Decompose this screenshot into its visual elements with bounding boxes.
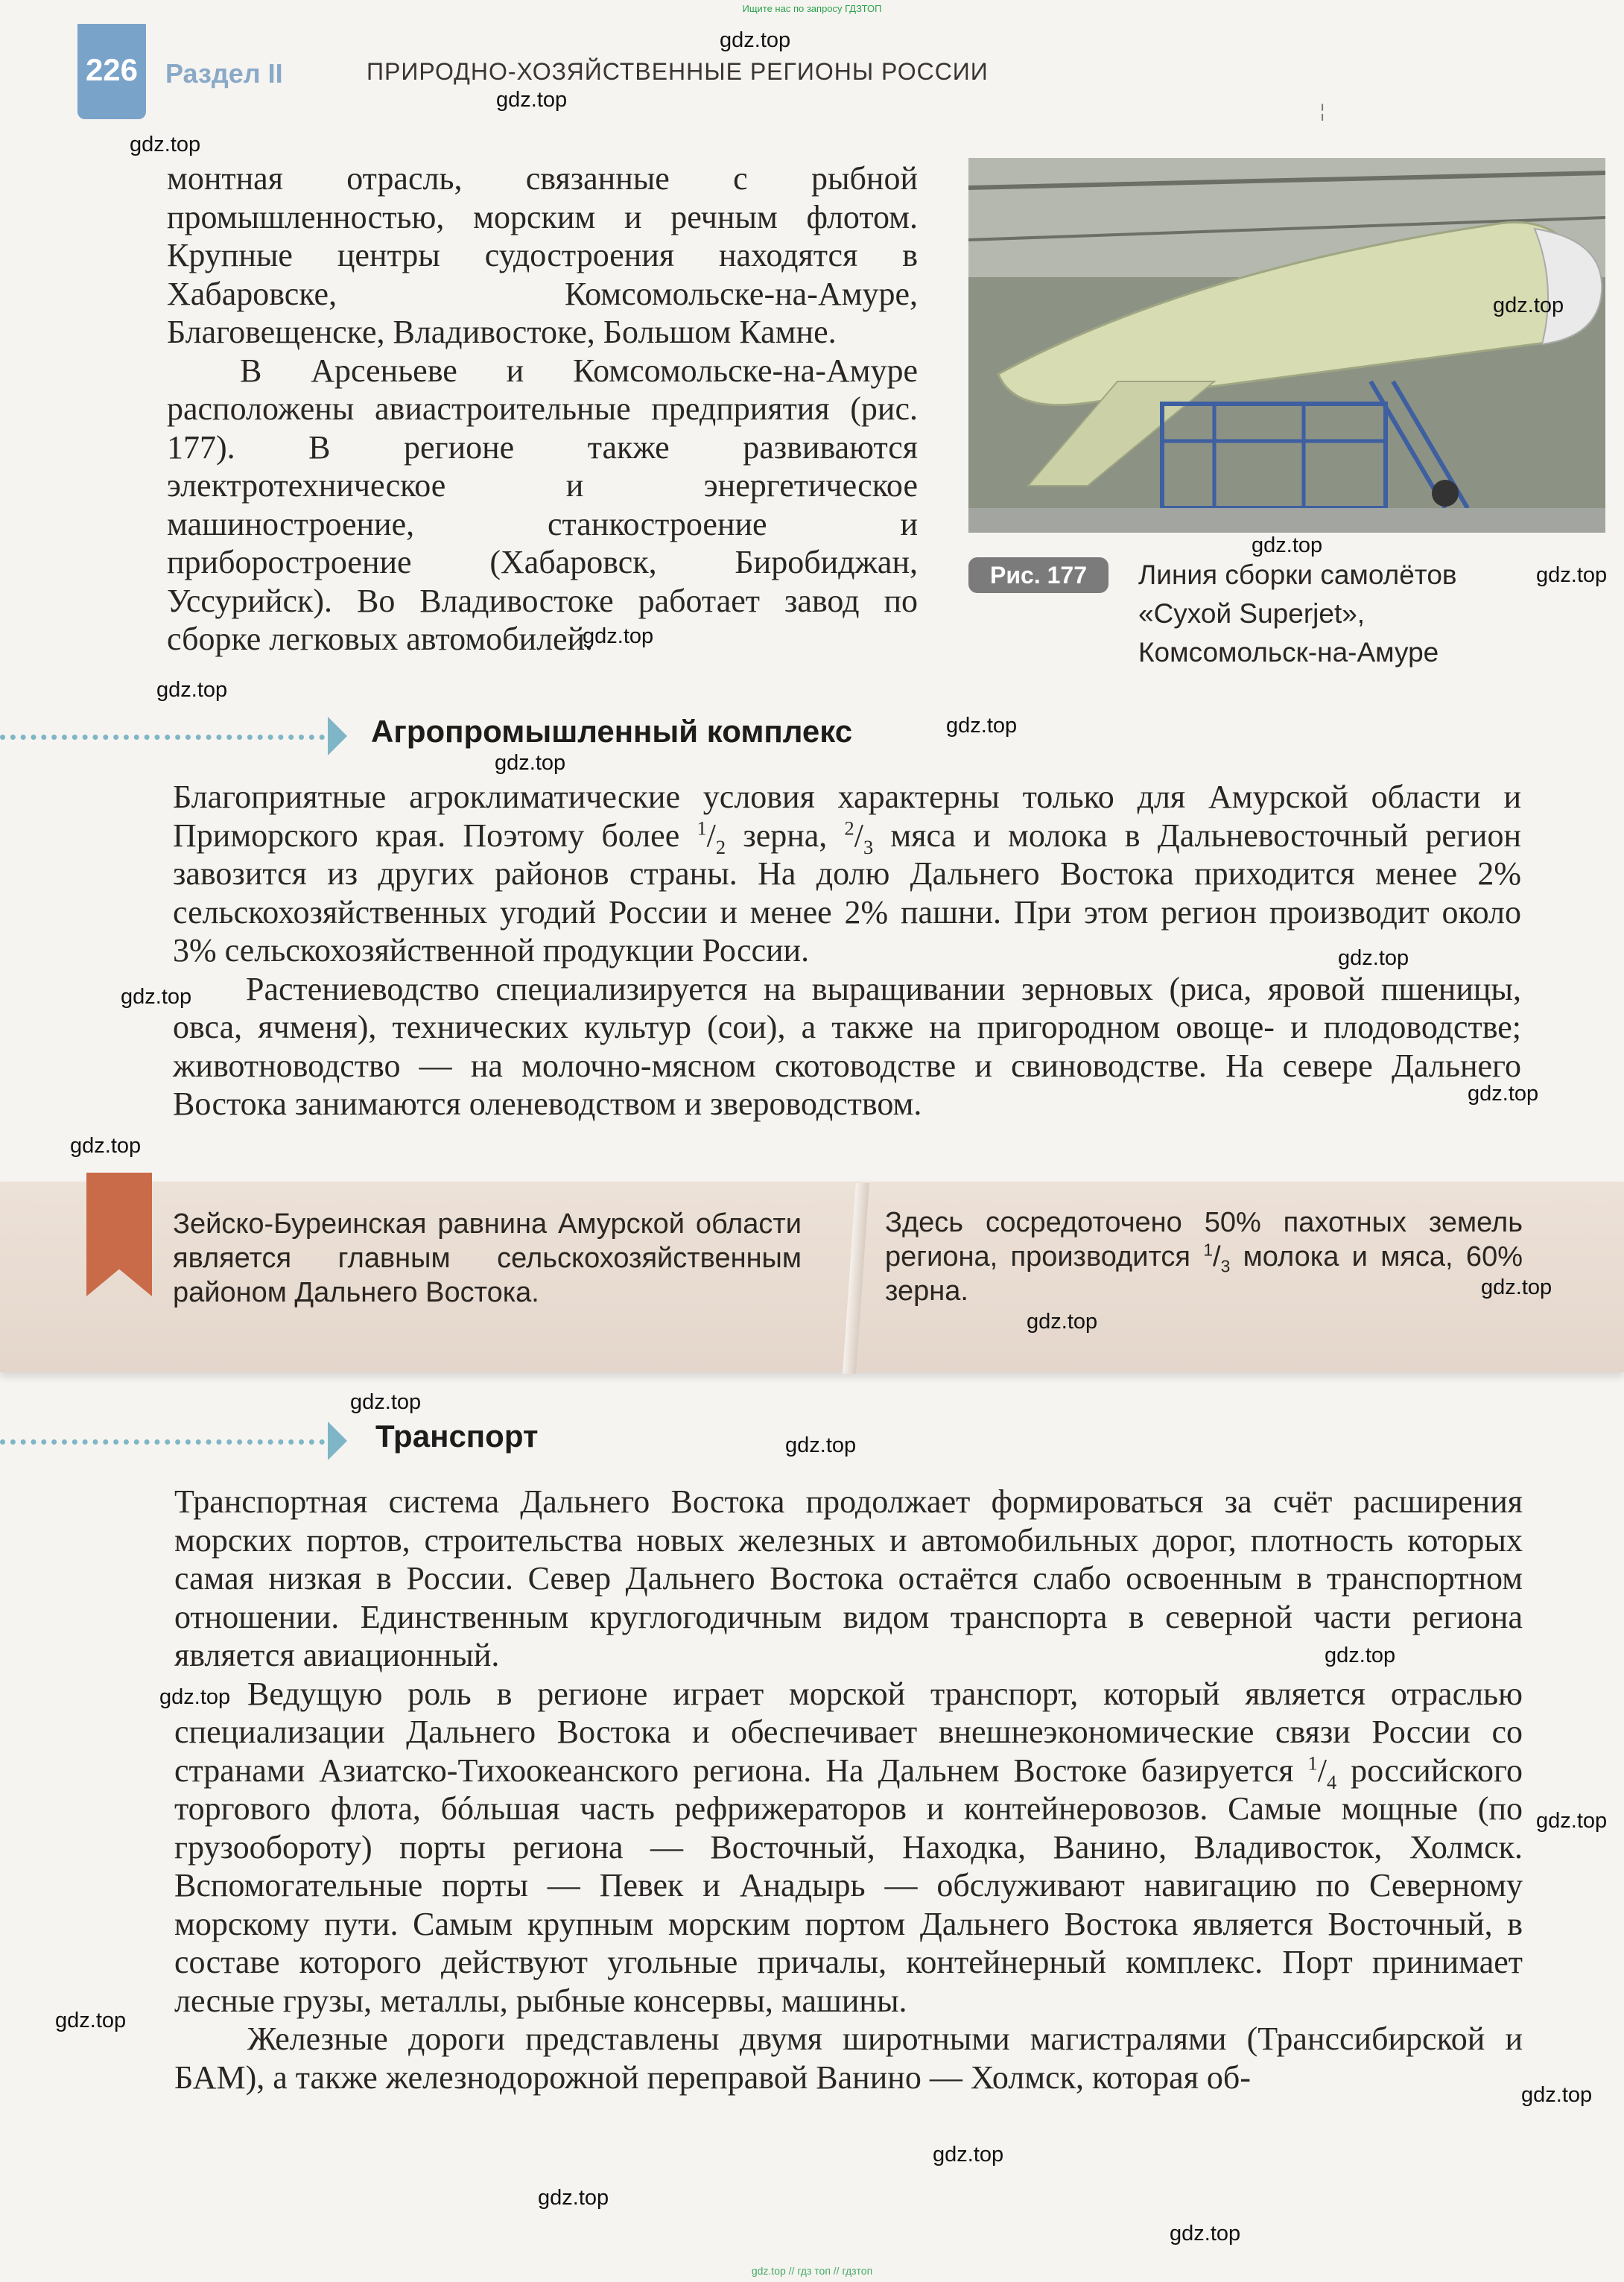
intro-paragraph-2: В Арсеньеве и Комсомольске-на-Амуре расположены авиастроительные предприятия (рис. 177). В регионе также развиваются электротехническое и энергетическое машиностроение, станкостроение и приборостроение (Хабаровск, Биробиджан, Уссурийск). Во Владивостоке работает завод по сборке легковых автомобилей. [167,352,918,657]
transport-paragraph-2: Ведущую роль в регионе играет морской транспорт, который является отраслью специализации Дальнего Востока и обеспечивает внешнеэкономические связи России со странами Азиатско-Тихоокеанского региона. На Дальнем Востоке базируется $^1/_4$ российского торгового флота, бóльшая часть рефрижераторов и контейнеровозов. Самые мощные (по грузообороту) порты региона — Восточный, Находка, Ванино, Владивосток, Холмск. Вспомогательные порты — Певек и Анадырь — обслуживают навигацию по Северному морскому пути. Самым крупным морским портом Дальнего Востока является Восточный, в составе которого действуют угольные причалы, контейнерный комплекс. Порт принимает лесные грузы, металлы, рыбные консервы, машины. [174,1675,1523,2019]
watermark: gdz.top [583,624,654,648]
transport-heading-dots [0,1439,325,1445]
caption-line-2: «Сухой Superjet», [1138,598,1366,629]
watermark: gdz.top [1536,1809,1608,1833]
watermark: gdz.top [1027,1310,1098,1334]
watermark: gdz.top [1252,533,1323,557]
watermark: gdz.top [156,678,228,702]
watermark: gdz.top [1481,1275,1552,1299]
watermark: gdz.top [496,88,568,112]
watermark: gdz.top [1338,946,1409,970]
agro-heading: Агропромышленный комплекс [371,714,853,749]
callout-right-text: Здесь сосредоточено 50% пахотных земель региона, производится $^1/_3$ молока и мяса, 60% зерна. [885,1207,1523,1307]
watermark: gdz.top [785,1433,857,1457]
watermark: gdz.top [1170,2222,1241,2245]
watermark: gdz.top [1325,1644,1396,1667]
intro-paragraph-1: монтная отрасль, связанные с рыбной промышленностью, морским и речным флотом. Крупные центры судостроения находятся в Хабаровске, Комсомольске-на-Амуре, Благовещенске, Владивостоке, Большом Камне. [167,160,918,350]
caption-line-3: Комсомольск-на-Амуре [1138,637,1439,668]
header-title: ПРИРОДНО-ХОЗЯЙСТВЕННЫЕ РЕГИОНЫ РОССИИ [367,58,989,85]
agro-heading-dots [0,735,325,740]
agro-heading-arrow-icon [328,717,347,755]
watermark: gdz.top [1468,1082,1539,1106]
top-note: Ищите нас по запросу ГДЗТОП [742,3,882,14]
transport-heading: Транспорт [375,1419,539,1454]
footer-note: gdz.top // гдз топ // гдзтоп [751,2265,873,2277]
section-label: Раздел II [165,58,283,89]
agro-text [173,778,1521,1123]
watermark: gdz.top [1521,2083,1593,2107]
intro-text [167,159,918,659]
transport-text [174,1483,1523,2096]
watermark: gdz.top [130,133,201,156]
watermark: gdz.top [720,28,791,52]
transport-paragraph-1: Транспортная система Дальнего Востока продолжает формироваться за счёт расширения морских портов, строительства новых железных и автомобильных дорог, плотность которых самая низкая в России. Север Дальнего Востока остаётся слабо освоенным в транспортном отношении. Единственным круглогодичным видом транспорта в северной части региона является авиационный. [174,1483,1523,1673]
watermark: gdz.top [121,985,192,1009]
watermark: gdz.top [495,751,566,775]
watermark: gdz.top [1536,563,1608,587]
page-number: 226 [85,52,139,87]
caption-line-1: Линия сборки самолётов [1138,560,1457,590]
watermark: gdz.top [933,2143,1004,2167]
watermark: gdz.top [350,1390,422,1414]
watermark: gdz.top [946,714,1018,738]
agro-paragraph-1: Благоприятные агроклиматические условия характерны только для Амурской области и Приморского края. Поэтому более $^1/_2$ зерна, $^2/_3$ мяса и молока в Дальневосточный регион завозится из других районов страны. На долю Дальнего Востока приходится менее 2% сельскохозяйственных угодий России и менее 2% пашни. При этом регион производит около 3% сельскохозяйственной продукции России. [173,779,1521,969]
figure-number-badge: Рис. 177 [968,557,1108,593]
watermark: gdz.top [159,1685,231,1709]
figure-caption [1138,556,1555,672]
transport-paragraph-3: Железные дороги представлены двумя широтными магистралями (Транссибирской и БАМ), а также железнодорожной переправой Ванино — Холмск, которая об- [174,2020,1523,2096]
watermark: gdz.top [55,2009,127,2032]
callout-left-text: Зейско-Буреинская равнина Амурской области является главным сельскохозяйственным районом Дальнего Востока. [173,1208,802,1308]
aircraft-assembly-photo [968,158,1605,533]
corner-mark: ¦ [1320,101,1325,121]
watermark: gdz.top [538,2186,609,2210]
watermark: gdz.top [1493,294,1564,317]
transport-heading-arrow-icon [328,1422,347,1460]
agro-paragraph-2: Растениеводство специализируется на выращивании зерновых (риса, яровой пшеницы, овса, ячменя), технических культур (сои), а также на пригородном овоще- и плодоводстве; животноводство — на молочно-мясном скотоводстве и свиноводстве. На севере Дальнего Востока занимаются оленеводством и звероводством. [173,970,1521,1122]
aircraft-photo-illustration [968,158,1605,533]
watermark: gdz.top [70,1134,142,1158]
